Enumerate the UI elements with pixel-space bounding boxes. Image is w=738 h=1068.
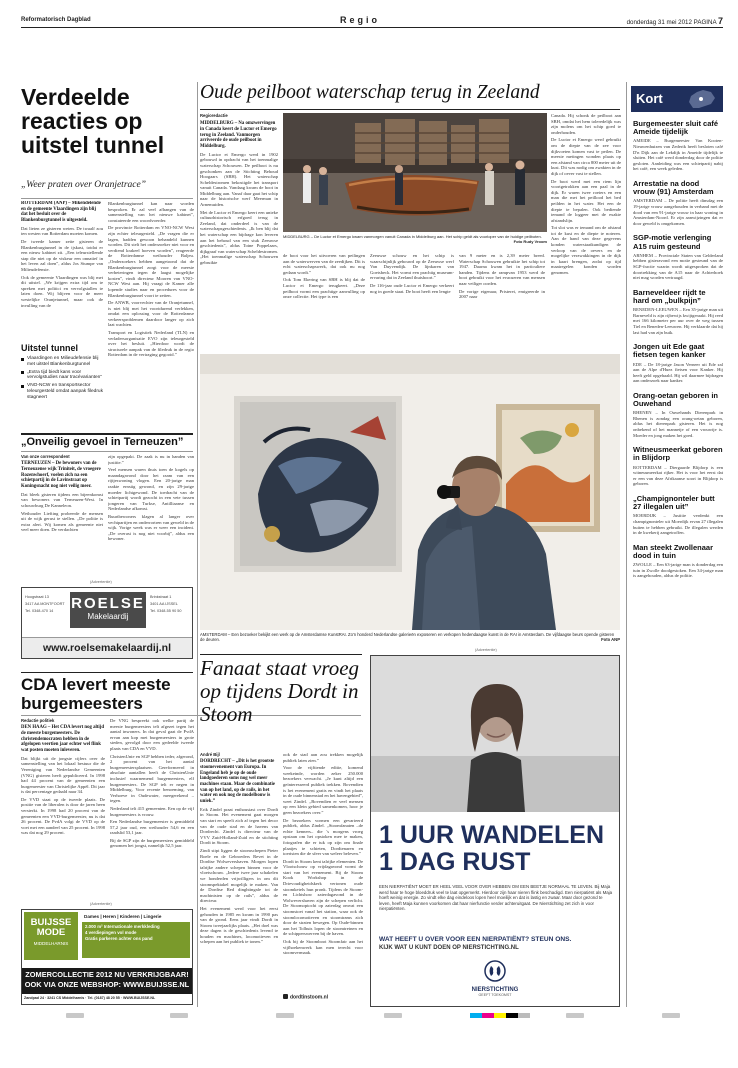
kort-item xyxy=(633,544,723,579)
tunnel-p3: Ook de gemeente Vlaardingen was blij met dit uitstel. „We krijgen extra tijd om te spreken met politici en vervolgstallen te laten doen. Wij blijven voor de meer westelijke Oranjetunnel, maar ook de invulling van de xyxy=(21,274,103,308)
kort-header xyxy=(631,86,723,112)
kort-item-title: Jongen uit Ede gaat fietsen tegen kanker xyxy=(633,342,706,360)
buijsse-banner xyxy=(22,968,192,994)
kort-item-title: Burgemeester sluit café Ameide tijdelijk xyxy=(633,120,719,137)
tunnel-p2: De tweede kamer zette gisteren de Blankenburgtunnel in de ijskast, totdat er een nieuw kabinet zit. „Een teleurstellende stap die niet op de viskeur een onnatief in het leven zal doen”, aldus Jos Stumpe van Milieudefensie. xyxy=(21,239,103,272)
dordt-p6: De bezoekers vormen een gevarieerd publiek, aldus Zindel. „Stoomfanaten –de echte kenners– die 's morgens vroeg opstaan om het opstoken mee te maken, fotografen die er tuk op zijn om finale plaatjes te schieten, Dordtenaren en toeristen die de sfeer van weleer beleven.” xyxy=(283,817,363,857)
nier-logo-icon xyxy=(484,960,506,982)
dordt-p1: Erik Zindel praat enthousiast over Dordt in Stoom. Het evenement gaat morgen van start en speelt zich af tegen het decor van de oude stad en de havens van Dordrecht. Zindel is directeur van de VVV Zuid-Holland-Zuid en de stichting Dordt in Stoom. xyxy=(200,806,278,846)
tunnel-p5: De provincie Rotterdam en VNO-NCW West zijn echter teleurgesteld. „De vragen die er lagen, hadden gewoon behandeld kunnen worden. Dit stelt het onderzoeker niet voor en verdiend krakeel hoeven worden”, reageerde de Rotterdamse wethouder Baljeu. „Onderzoekers hebben aangetoond dat de Blankenburgtunnel zorgt voor de meeste verbeteringen tegen de laagst mogelijke kosten”, vindt directeur Mooren van VNO-NCW West aan. Hij vraagt de Kamer alle lopende studies naar en procedures voor de Blankenburgtunnel voort te zetten. xyxy=(108,225,194,298)
kort-item-text: ARNHEM – Provinciale Staten van Gelderland hebben gisteravond een motie gesteund van de SGP-fractie waarin wordt uitgesproken dat de doortrekking van de A15 naar de Achterhoek niet mag worden vertraagd. xyxy=(633,252,723,281)
cda-p5: Nederland telt 415 gemeenten. Een op de vijf burgemeesters is vrouw. xyxy=(110,805,194,817)
masthead-paper-name: Reformatorisch Dagblad xyxy=(21,17,91,23)
dordt-p3: Het evenement werd voor het eerst gehouden in 1985 en kwam in 1990 pas van de grond. Eens jaar vindt Dordt in Stoom tweejaarlijks plaats. „Het doel was deze dagen is de geschiedenis levend te houden en machines, locomotieven en schepen aan het publiek te tonen.” xyxy=(200,905,278,945)
buijsse-address: Zandpad 24 · 3241 CS Middelharnis · Tel. (0187) 48 20 55 · WWW.BUIJSSE.NL xyxy=(24,996,156,1000)
terneuzen-lead: TERNEUZEN – De bewoners van de Terneuzense wijk Triniteit, de vroegere Rozenwhoerf, voelen zich na een schietpartij in de Lavinstraat op Koningsnacht nog niet veilig meer. xyxy=(21,461,101,490)
kort-item xyxy=(633,234,723,280)
tunnel-col-2 xyxy=(108,201,194,433)
cda-top-rule xyxy=(21,672,193,673)
kort-item-title: SGP-motie verlenging A15 ruim gesteund xyxy=(633,233,712,251)
peilboot-p8: De vorige eigenaar, Pristerei, emigreerde in 2007 naar xyxy=(459,288,545,300)
globe-icon xyxy=(283,994,288,999)
peilboot-col-4 xyxy=(459,253,545,348)
peilboot-p1: De Luctor et Emergo werd in 1902 gebouwd in opdracht van het toenmalige waterschap Schouwen. De peilboot is nu geschonken aan de Stichting Behoud Hoogaars (SBH). Het waterschap Scheldestromen bekostigde het transport vanuit Canada. Vandaag kwam de boot in Middelburg aan. Vanaf daar gaat het schip naar de historische werf Meerman in Arnemuiden. xyxy=(200,151,278,208)
kort-item-text: ROTTERDAM – Diergaarde Blijdorp is een witneusmeerkat rijker. Het is voor het eerst dat er een van deze Afrikaanse soort in Blijdorp is geboren. xyxy=(633,464,723,487)
kort-item xyxy=(633,120,723,172)
nier-logo xyxy=(465,960,525,1004)
buijsse-banner-2: OOK VIA ONZE WEBSHOP: WWW.BUIJSSE.NL xyxy=(24,980,190,989)
dordt-col-1 xyxy=(200,752,278,1002)
kort-item-text: ZWOLLE – Een 63-jarige man is donderdag een tuin in Zwolle doodgestoken. Een 34-jarige man is aangehouden, aldus de politie. xyxy=(633,562,723,579)
netherlands-map-icon xyxy=(683,88,719,110)
column-separator xyxy=(626,82,627,1007)
peilboot-col-1 xyxy=(200,113,278,348)
nier-cta-2[interactable]: KIJK WAT U KUNT DOEN OP NIERSTICHTING.NL xyxy=(379,945,519,951)
kort-item-title: Orang-oetan geboren in Ouwehand xyxy=(633,390,719,409)
peilboot-p11: De boot werd met een riem lijn voortgetrokken aan een paal in de dijk. Er waren twee roeiers en een man die met het peillood het bed peilden in het water. Het een de diepte te bepalen. Ook bediende iemand de loggeer met de exakte afstandslijn. xyxy=(551,178,621,223)
buijsse-ad-label: (Advertentie) xyxy=(90,902,112,906)
terneuzen-p1: Dat bleek gisteren tijdens een bijeenkomst van bewoners van Terneuzen-West. In schouwburg De Kanneleon. xyxy=(21,491,103,508)
kort-item xyxy=(633,180,723,226)
kort-item-title: Witneusmeerkat geboren in Blijdorp xyxy=(633,445,723,463)
registration-mark xyxy=(384,1013,402,1018)
nier-ad-label: (Advertentie) xyxy=(475,648,497,652)
cda-lead: DEN HAAG – Het CDA levert nog altijd de meeste burgemeesters. De christendemocraten hebben in de afgelopen veertien jaar echter wel flink wat posten moeten inleveren. xyxy=(21,725,105,754)
terneuzen-byline: Van onze correspondent xyxy=(21,454,70,459)
kort-item-title: Barneveldeer rijdt te hard om „bulkpijn” xyxy=(633,287,706,305)
roelse-ad-label: (Advertentie) xyxy=(90,580,112,584)
cda-p6: Een Nederlandse burgemeester is gemiddeld 57,2 jaar oud, een wethouder 54,6 en een raadslid 53,1 jaar. xyxy=(110,819,194,836)
nier-photo xyxy=(371,656,619,812)
peilboot-rule xyxy=(200,109,620,110)
buijsse-offer: Gratis parkeren achter ons pand xyxy=(85,935,153,941)
peilboot-p5: Zeeuwse schouw en het schip is waarschijnlijk gebouwd op de Zeeuwse werf Van Duyvendijk. De lijnkaren van Goetsbeck. Het vormt een prachtig museum-ervaring dat in Zeeland thuishoort.” xyxy=(370,253,454,281)
dordt-headline: Fanaat staat vroeg op tijdens Dordt in Stoom xyxy=(200,656,360,726)
dordt-p5: Voor de vijftiende editie, komend weekeinde, worden zeker 250.000 bezoekers verwacht. „Je kunt altijd een geïnteresseerd publiek trekken. Bovendien is het evenement gratis en vindt het plaats in de oude binnenstad en het havengebied”, weet Zindel. „Bovendien er veel mensen op een klein gebied samenkomen, hoor je geen bezoekers over.” xyxy=(283,765,363,815)
terneuzen-p4: Veel mensen waren thuis toen de kogels op maandagavond door het raam van een rijtjeswoning vlogen. Een 20-jarige man raakte ernstig gewond, en zijn 29-jarige moeder lichtgewond. De toedracht van de schietpartij wordt gezocht in een vete tussen jongeren van Turkse, Antilliaanse en Nederlandse afkomst. xyxy=(108,467,194,512)
terneuzen-col-1 xyxy=(21,454,103,567)
buijsse-banner-1: ZOMERCOLLECTIE 2012 NU VERKRIJGBAAR! xyxy=(25,970,189,979)
nier-logo-sub: GEEFT TOEKOMST xyxy=(478,993,512,997)
tunnel-headline: Verdeelde reacties op uitstel tunnel xyxy=(21,84,165,158)
registration-mark xyxy=(170,1013,188,1018)
dordt-p2: Zindi stipt liggen de stoomschepen Pieter Boele en de Gebroeders Revet in de Dordtse Wolwevershaven. Morgen lopen talrijke andere schepen binnen voor de vloetschouw. „Iedere twee jaar schakelen we honderden vrijwilligers in om dit stoomspektakel mogelijk te maken. Van de Dordtse Red dinghtingale tot de machinisten op de rails”, aldus de directeur. xyxy=(200,847,278,904)
buijsse-brand: BUIJSSE MODE xyxy=(30,917,72,938)
peilboot-photo-credit: Foto Rudy Vroom xyxy=(513,239,547,244)
kort-item-text: AMSTERDAM – De politie heeft dinsdag een 19-jarige vrouw aangehouden in verband met de dood van een 91-jarige vrouw in haar woning in Amsterdam-Noord. Er zijn aanwijzingen dat er door geweld is omgekomen. xyxy=(633,198,723,226)
cda-p7: Bij de SGP zijn de burgemeesters gemiddeld genomen het jongst, namelijk 52,5 jaar. xyxy=(110,837,194,849)
terneuzen-col-2 xyxy=(108,454,194,567)
dordt-lead: DORDRECHT – „Dit is het grootste stoomevenement van Europa. In Engeland heb je op de oude landgoederen soms nog wel meer machines staan. Maar de combinatie van op het land, op de rails, in het water en ook nog de modelbouw is uniek.” xyxy=(200,759,275,805)
peilboot-p2: Met de Luctor et Emergo keert een unieke cultuurhistorisch erfgoed terug in Zeeland, dat onderdeel is van de waterschapsgeschiedenis. „Ik ben blij dat het waterschap een bijdrage kon leveren aan het behoud van een stuk Zeeuwse geschiedenis”, aldus Toine Poppelaars, dijkgraaf van waterschap Scheldestromen. „Het toenmalige waterschap Schouwen gebruikte xyxy=(200,209,278,265)
nier-ad[interactable] xyxy=(370,655,620,1007)
cda-p4: ChristenUnie en SGP hebben ieder, afgerond, 2 procent van het aantal burgemeestersplaatsen. Gereformeerd in absolute aantallen heeft de ChristenUnie inclusief waarnemend burgemeesters, elf burgemeesters. De SGP telt er negen in Middelburg, Voor recente benoeming, van Verhoeve in Oudewater, meegerekend – tegen. xyxy=(110,753,194,804)
peilboot-photo-svg xyxy=(283,113,547,232)
registration-mark xyxy=(662,1013,680,1018)
kort-list xyxy=(633,120,723,1015)
cda-byline: Redactie politiek xyxy=(21,718,55,723)
dordt-site[interactable]: dordtinstoom.nl xyxy=(283,994,328,1001)
kort-item xyxy=(633,495,723,536)
dordt-top-rule xyxy=(200,654,362,655)
cda-p3: De VNG bespreekt ook welke partij de meeste burgemeesters telt afgezet tegen het aantal inwoners. In dat geval gaat de PvdA ervan aan kop met burgemeesters in grote steden, gevolgd door een gedeelde tweede plaats van CDA en VVD. xyxy=(110,718,194,751)
tunnel-p1: Dat lieten ze gisteren weten. De twaalf zou ten westen van Rotterdam moeten komen. xyxy=(21,225,103,237)
peilboot-col-2 xyxy=(283,253,365,348)
terneuzen-p3: zijn opgepakt. De zaak is nu in handen van justitie.” xyxy=(108,454,194,465)
tunnel-factbox xyxy=(21,343,103,435)
roelse-name: ROELSE xyxy=(71,595,145,612)
buijsse-offer: 2.000 m² Internationale merkkleding xyxy=(85,924,160,929)
peilboot-lead: MIDDELBURG – Na omzwervingen in Canada keert de Luctor et Emergo terug in Zeeland. Vanmorgen arriveerde de oude peilboot in Middelburg. xyxy=(200,121,277,150)
nier-line-2: 1 DAG RUST xyxy=(379,848,531,876)
masthead-rule xyxy=(21,27,723,28)
peilboot-p9: Canada. Hij schonk de peilboot aan SBH, omdat het hem toleredelijk was zijn molens om het schip goed te onderhouden. xyxy=(551,113,621,135)
nier-body: EEN NIERPATIËNT MOET ER HEEL VEEL VOOR OVER HEBBEN OM EEN BEETJE NORMAAL TE LEVEN. Bij Maja werd haar te hoge bloeddruk veel te laat opgemerkt. Hierdoor zijn haar nieren flink beschadigd. Een nierpatiënt als Maja hoeft weinig energie. Zo vindt elke dag eindeloos lopen heel moeilijk en dat is lastig en zwaar. Maar door gezond te leven, heeft Maja kunnen voorkomen dat haar nierfunctie verder achteruitgaat. De Nierstichting zet zich in voor nierpatiënten. xyxy=(379,884,613,912)
museum-photo-caption: AMSTERDAM – Een bezoeker bekijkt een werk op de Amsterdamse KunstRAI. Zo'n honderd Nederlandse galerieën exposeren en verkopen hedendaagse kunst in de RAI in Amsterdam. De vijfdaagse beurs opende gisteren de deuren. Foto ANP xyxy=(200,632,620,643)
cda-col-2 xyxy=(110,718,194,890)
peilboot-headline: Oude peilboot waterschap terug in Zeeland xyxy=(200,82,540,103)
buijsse-offer: 4 verdiepingen vol mode xyxy=(85,929,137,935)
tunnel-p7: Transport en Logistiek Nederland (TLN) en verladersorganisatie EVO zijn teleurgesteld over het besluit. „Hierdoor wordt de structurele aanpak van de filedruk in de regio Rotterdam in de vertraging gegooid.” xyxy=(108,330,194,358)
peilboot-p4: Ook Tom Ekering van SBH is blij dat de Luctor et Emergo terugkeert. „Deze peilboot vormt een prachtige aanvulling op onze collectie. Het type is een xyxy=(283,277,365,300)
tunnel-bottom-rule xyxy=(21,433,193,435)
peilboot-p6: De 116-jaar oude Luctor et Emergo verkeert nog in goede staat. De boot heeft een lengte xyxy=(370,282,454,294)
buijsse-offers xyxy=(82,922,190,958)
cda-headline: CDA levert meeste burgemeesters xyxy=(21,675,171,713)
roelse-url: www.roelsemakelaardij.nl xyxy=(43,642,171,654)
tunnel-factbox-title: Uitstel tunnel xyxy=(21,343,79,353)
kort-item xyxy=(633,446,723,487)
registration-mark xyxy=(276,1013,294,1018)
dordt-byline: André Bijl xyxy=(200,752,220,757)
registration-mark xyxy=(66,1013,84,1018)
kort-item-text: BENEDEN-LEEUWEN – Een 35-jarige man uit Barneveld is zijn rijbewijs kwijtgeraakt. Hij reed met 166 kilometer per uur over de weg tussen Tiel en Beneden-Leeuwen. Hij verklaarde dat hij last had van zijn buik. xyxy=(633,307,723,335)
tunnel-p4: Blankenburgtunnel kan naar worden besproken. Er zal veel afhangen van de samenstelling van het nieuwe kabinet”, constateerde een woordvoerder. xyxy=(108,201,194,223)
tunnel-factbox-item: Vlaardingen en Milieudefensie blij met uitstel Blankenburgtunnel xyxy=(21,356,103,368)
nier-line-1: 1 UUR WANDELEN xyxy=(379,821,605,849)
tunnel-factbox-item: VNO-NCW en transportsector teleurgesteld omdat aanpak filedruk stagneert xyxy=(21,383,103,400)
dordt-p7: Dordt in Stoom kent talrijke elementen. De Vlootschouw op vrijdagavond vormt de start van het evenement. Bij de Stoom Kook Workshop in de Drievoudigheidskerk vertonen oude stoomketels hun pronk. Tijdens de Stoom- en Lichtshow zaterdagavond in de Wolwevershaven zijn de schepen verlicht. De Stoomoptocht op zaterdag omvat een stoomstoet vanaf het station, waar ook de stoomlocomotieven en stoomtrams zich door de straten bewegen. Op Oude-binnen aan het Tolhuis lopen de stoomtreinen en de schipperswerven bij de haven. xyxy=(283,858,363,937)
buijsse-tagline: Dames | Heren | Kinderen | Lingerie xyxy=(84,914,162,919)
nier-logo-text: NIERSTICHTING xyxy=(471,987,519,993)
peilboot-p7: van 9 meter en is 2,39 meter breed. Waterschap Schouwen gebruikte het schip tot 1947. Daarna kwam het in particuliere handen. Tijdens de rampvan 1953 werd de boot gebruikt voor het evacueren van mensen naar veiliger oorden. xyxy=(459,253,545,286)
roelse-ad[interactable] xyxy=(21,587,193,659)
kort-item xyxy=(633,392,723,438)
terneuzen-p5: Buurtbewoners klagen al langer over vechtpartijen en onderrortren van geweld in de wijk. Vorige week was er weer een incident. „De overast is nog niet voorbij”, aldus een bewoner. xyxy=(108,513,194,542)
kort-item-text: RHENEN – In Ouwehands Dierenpark in Rhenen is zondag een orang-oetan geboren, aldus het dierenpark gisteren. Het is nog onbekend of het mannetje of een vrouwtje is. Moeder en jong maken het goed. xyxy=(633,410,723,438)
tunnel-p6: De ANWB, voorvechter van de Oranjetunnel, is niet blij met het voortdurend verlekken, omdat een oplossing voor de Rotterdamse verkeersproblemen daardoor langer op zich laat wachten. xyxy=(108,300,194,328)
buijsse-logo xyxy=(24,912,78,960)
kort-item-title: Arrestatie na dood vrouw (91) Amsterdam xyxy=(633,178,714,197)
kort-item xyxy=(633,343,723,384)
roelse-logo xyxy=(70,592,146,628)
peilboot-photo-caption: MIDDELBURG – De Luctor et Emergo kwam vanmorgen vanuit Canada in Middelburg aan. Het schip geldt als voorloper van de huidige peilboten. Foto Rudy Vroom xyxy=(283,234,547,244)
museum-photo-credit: Foto ANP xyxy=(601,637,620,643)
peilboot-col-3 xyxy=(370,253,454,348)
nier-cta-1: WAT HEEFT U OVER VOOR EEN NIERPATIËNT? STEUN ONS. xyxy=(379,936,572,943)
color-bar xyxy=(470,1013,530,1018)
cda-p1: Dat blijkt uit de jongste cijfers over de samenstelling van het lokaal bestuur die de Vereniging van Nederlandse Gemeenten (VNG) gisteren heeft gepubliceerd. In 1998 had 44 procent van de gemeenten een burgemeester van Christelijke Appèl. Dit jaar is dat percentage gedaald naar 34. xyxy=(21,755,105,795)
peilboot-col-5 xyxy=(551,113,621,349)
terneuzen-headline: „Onveilig gevoel in Terneuzen” xyxy=(21,436,184,448)
museum-photo-svg xyxy=(200,354,620,630)
buijsse-sub: MIDDELHARNIS xyxy=(33,941,69,946)
dordt-col-2 xyxy=(283,752,363,990)
peilboot-p10: De Luctor et Emergo werd gebruikt om de diepte van de zee voor dijkvoeten komen vast te peilen. De meeste metingen wonden plaats op een afstand van circa 800 meter uit de kust. Dit was nodig om zwakten in de dijk of oever vast te stellen. xyxy=(551,137,621,176)
kort-item-text: AMEIDE – Burgemeester Van Kooten-Nieuwenhuizen van Zederik heeft besloten café D'n Dijk aan de Lekdijk in Ameide tijdelijk te sluiten. Het café werd donderdag door de politie gesloten. Aanleiding was een schietpartij nabij het café, een week geleden. xyxy=(633,138,723,172)
kort-item-title: „Champignonteler butt 27 illegalen uit” xyxy=(633,494,715,512)
terneuzen-divider xyxy=(21,451,193,452)
peilboot-p12: Tot slot was er iemand om de afstand tot de kust en de diepte te noteren. Aan de hand van deze gegevens konden waterstaatkundigen de verloop van de oevers en de mogelijke verzwakkingen in de dijk in kaart brengen, zodat op tijd maatregelen konden worden genomen. xyxy=(551,225,621,276)
dordt-p8: Ook bij de Stoomboot Stoomfair aan het vijfhoekenwerk kan men terecht voor stoomvermaak. xyxy=(283,939,363,956)
roelse-sub: Makelaardij xyxy=(87,612,129,621)
kort-item-title: Man steekt Zwollenaar dood in tuin xyxy=(633,542,714,561)
kort-item-text: MOERDIJK – Justitie verdenkt een champignonteler uit Moerdijk ervan 27 illegalen buiten te hebben gebruikt. De illegalen werden in de kwekerij aangetroffen. xyxy=(633,513,723,536)
kort-item xyxy=(633,289,723,335)
tunnel-divider xyxy=(21,198,193,199)
tunnel-col-1 xyxy=(21,201,103,341)
kort-item-text: EDE – De 18-jarige Jason Verneer uit Ede zal aan de Alpe d'Huez fietsen voor Kanker. Hij heeft geld opgehaald. Hij wil daarmee bijdragen aan onderzoek naar kanker. xyxy=(633,361,723,384)
terneuzen-p2: Wethouder Liefting probeerde de mensen uit de wijk gerust te stellen. „De politie is extra alert. Wij komen als gemeente niet veel meer doen. De verdachten xyxy=(21,510,103,533)
masthead-section: Regio xyxy=(340,15,381,25)
masthead-date: donderdag 31 mei 2012 PAGINA 7 xyxy=(626,16,723,26)
cda-col-1 xyxy=(21,718,105,890)
tunnel-subhead: „Weer praten over Oranjetrace” xyxy=(21,180,146,190)
peilboot-p3: de boot voor het uitvoeren van peilingen aan de waterwerven van de zeedijken. Dit is echt waterschapswerk, dat ook nu nog gedaan wordt.” xyxy=(283,253,365,275)
roelse-address-right: Brinkstraat 1 3401 AA IJSSEL Tel. 0348-55 90 50 xyxy=(150,595,182,613)
roelse-address-left: Hoogstraat 13 3417 AA MONTFOORT Tel. 0348-470 14 xyxy=(25,595,65,613)
peilboot-byline: Regioredactie xyxy=(200,113,228,118)
cda-p2: De VVD staat op de tweede plaats. De positie van de liberalen is door de jaren heen versterkt. In 1998 had 20 procent van de gemeenten een VVD-burgemeester, nu is dat 26 procent. De PvdA volgt de VVD op de voet met een aandeel van 25 procent. In 1998 was dat nog 29 procent. xyxy=(21,796,105,836)
tunnel-factbox-list xyxy=(21,356,103,401)
tunnel-factbox-item: „Extra tijd biedt kans voor vervolgstudies naar tracévarianten” xyxy=(21,370,103,382)
buijsse-ad[interactable] xyxy=(21,909,193,1005)
column-separator xyxy=(197,82,198,1007)
tunnel-lead: ROTTERDAM (ANP) – Mikendelende en de gemeente Vlaardingen zijn blij dat het besluit over de Blankenburgtunnel is uitgesteld. xyxy=(21,201,101,224)
dordt-p4: ook de stad aan zou trekken mogelijk publiek laten zien.” xyxy=(283,752,363,763)
roelse-url-bar xyxy=(22,637,192,658)
kort-title: Kort xyxy=(636,91,663,106)
peilboot-photo xyxy=(283,113,547,232)
museum-photo xyxy=(200,354,620,630)
nier-photo-svg xyxy=(371,656,619,812)
registration-mark xyxy=(566,1013,584,1018)
